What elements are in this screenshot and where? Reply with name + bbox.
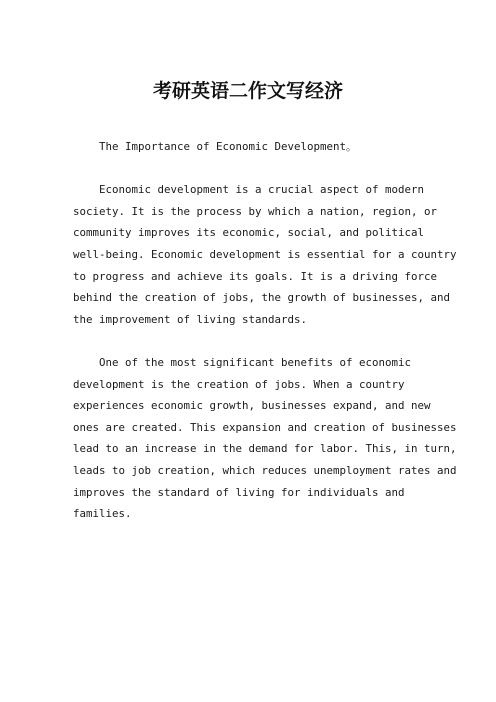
paragraph-line: society. It is the process by which a nation, region, or <box>73 204 438 218</box>
paragraph-line: improves the standard of living for individuals and <box>73 485 405 499</box>
document-body <box>73 136 457 546</box>
paragraph-line: lead to an increase in the demand for labor. This, in turn, <box>73 442 457 456</box>
paragraph-line: the improvement of living standards. <box>73 312 308 326</box>
document-title: 考研英语二作文写经济 <box>152 80 343 102</box>
paragraph-line: Economic development is a crucial aspect of modern <box>99 183 425 197</box>
paragraph-1 <box>73 179 457 330</box>
paragraph-line: to progress and achieve its goals. It is a driving force <box>73 269 438 283</box>
paragraph-line: behind the creation of jobs, the growth of businesses, and <box>73 291 451 305</box>
paragraph-2 <box>73 352 457 525</box>
essay-heading: The Importance of Economic Development。 <box>99 140 357 153</box>
paragraph-line: well-being. Economic development is essential for a country <box>73 247 457 261</box>
paragraph-line: development is the creation of jobs. When a country <box>73 377 405 391</box>
paragraph-line: families. <box>73 507 132 521</box>
paragraph-line: experiences economic growth, businesses expand, and new <box>73 399 431 413</box>
paragraph-line: ones are created. This expansion and creation of businesses <box>73 420 457 434</box>
paragraph-line: leads to job creation, which reduces unemployment rates and <box>73 463 457 477</box>
paragraph-line: community improves its economic, social, and political <box>73 226 425 240</box>
paragraph-line: One of the most significant benefits of economic <box>99 355 412 369</box>
